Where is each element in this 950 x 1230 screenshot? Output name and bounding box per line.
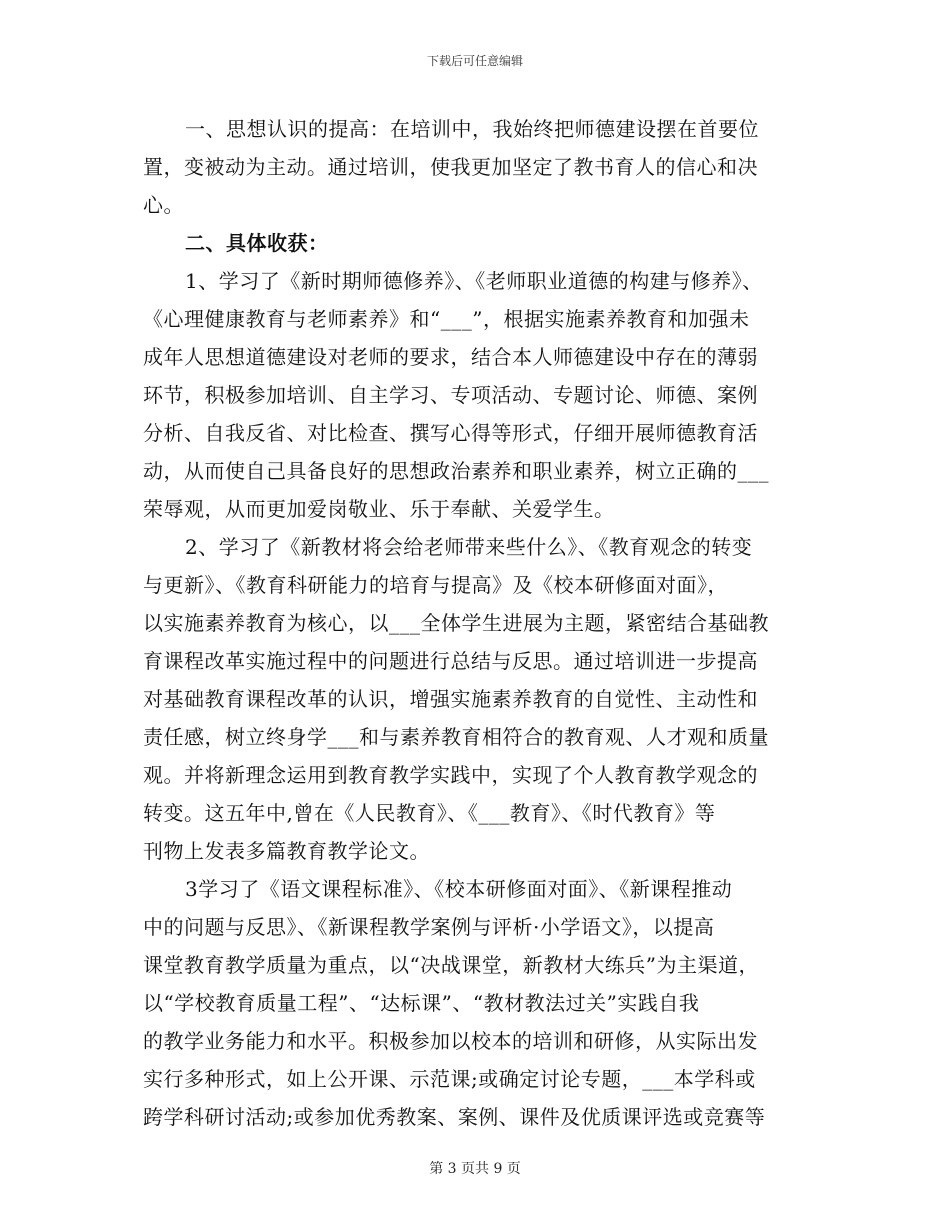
- page-number: 第 3 页共 9 页: [429, 1161, 521, 1177]
- paragraph-line: 动，从而使自己具备良好的思想政治素养和职业素养，树立正确的___: [143, 459, 769, 483]
- paragraph-line: 《心理健康教育与老师素养》和“___”，根据实施素养教育和加强未: [143, 307, 750, 331]
- paragraph-line: 成年人思想道德建设对老师的要求，结合本人师德建设中存在的薄弱: [143, 345, 758, 369]
- paragraph-line: 对基础教育课程改革的认识，增强实施素养教育的自觉性、主动性和: [143, 687, 758, 711]
- paragraph-line: 置，变被动为主动。通过培训，使我更加坚定了教书育人的信心和决: [143, 155, 758, 179]
- paragraph-line: 课堂教育教学质量为重点，以“决战课堂，新教材大练兵”为主渠道，: [143, 953, 759, 977]
- paragraph-line: 责任感，树立终身学___和与素养教育相符合的教育观、人才观和质量: [143, 725, 769, 749]
- paragraph-line: 刊物上发表多篇教育教学论文。: [143, 839, 430, 863]
- paragraph-line: 环节，积极参加培训、自主学习、专项活动、专题讨论、师德、案例: [143, 383, 758, 407]
- paragraph-line: 跨学科研讨活动;或参加优秀教案、案例、课件及优质课评选或竞赛等: [143, 1105, 766, 1129]
- paragraph-line: 与更新》、《教育科研能力的培育与提高》及《校本研修面对面》，: [143, 573, 728, 597]
- paragraph-line: 育课程改革实施过程中的问题进行总结与反思。通过培训进一步提高: [143, 649, 758, 673]
- paragraph-line: 实行多种形式，如上公开课、示范课;或确定讨论专题，___本学科或: [143, 1067, 756, 1091]
- paragraph-line: 的教学业务能力和水平。积极参加以校本的培训和研修，从实际出发: [143, 1029, 758, 1053]
- paragraph-line: 荣辱观，从而更加爱岗敬业、乐于奉献、关爱学生。: [143, 497, 615, 521]
- paragraph-line: 3学习了《语文课程标准》、《校本研修面对面》、《新课程推动: [185, 877, 733, 901]
- paragraph-line: 转变。这五年中,曾在《人民教育》、《___教育》、《时代教育》等: [143, 801, 716, 825]
- paragraph-line: 2、学习了《新教材将会给老师带来些什么》、《教育观念的转变: [185, 535, 753, 559]
- paragraph-line: 分析、自我反省、对比检查、撰写心得等形式，仔细开展师德教育活: [143, 421, 758, 445]
- paragraph-line: 1、学习了《新时期师德修养》、《老师职业道德的构建与修养》、: [185, 269, 763, 293]
- paragraph-line: 以“学校教育质量工程”、“达标课”、“教材教法过关”实践自我: [143, 991, 700, 1015]
- paragraph-line: 一、思想认识的提高：在培训中，我始终把师德建设摆在首要位: [185, 117, 759, 141]
- paragraph-line: 中的问题与反思》、《新课程教学案例与评析·小学语文》，以提高: [143, 915, 715, 939]
- section-heading: 二、具体收获：: [185, 231, 329, 255]
- paragraph-line: 以实施素养教育为核心，以___全体学生进展为主题，紧密结合基础教: [143, 611, 769, 635]
- document-body: [143, 110, 813, 1136]
- paragraph-line: 心。: [143, 193, 184, 217]
- paragraph-line: 观。并将新理念运用到教育教学实践中，实现了个人教育教学观念的: [143, 763, 758, 787]
- page-header-note: 下载后可任意编辑: [426, 54, 523, 68]
